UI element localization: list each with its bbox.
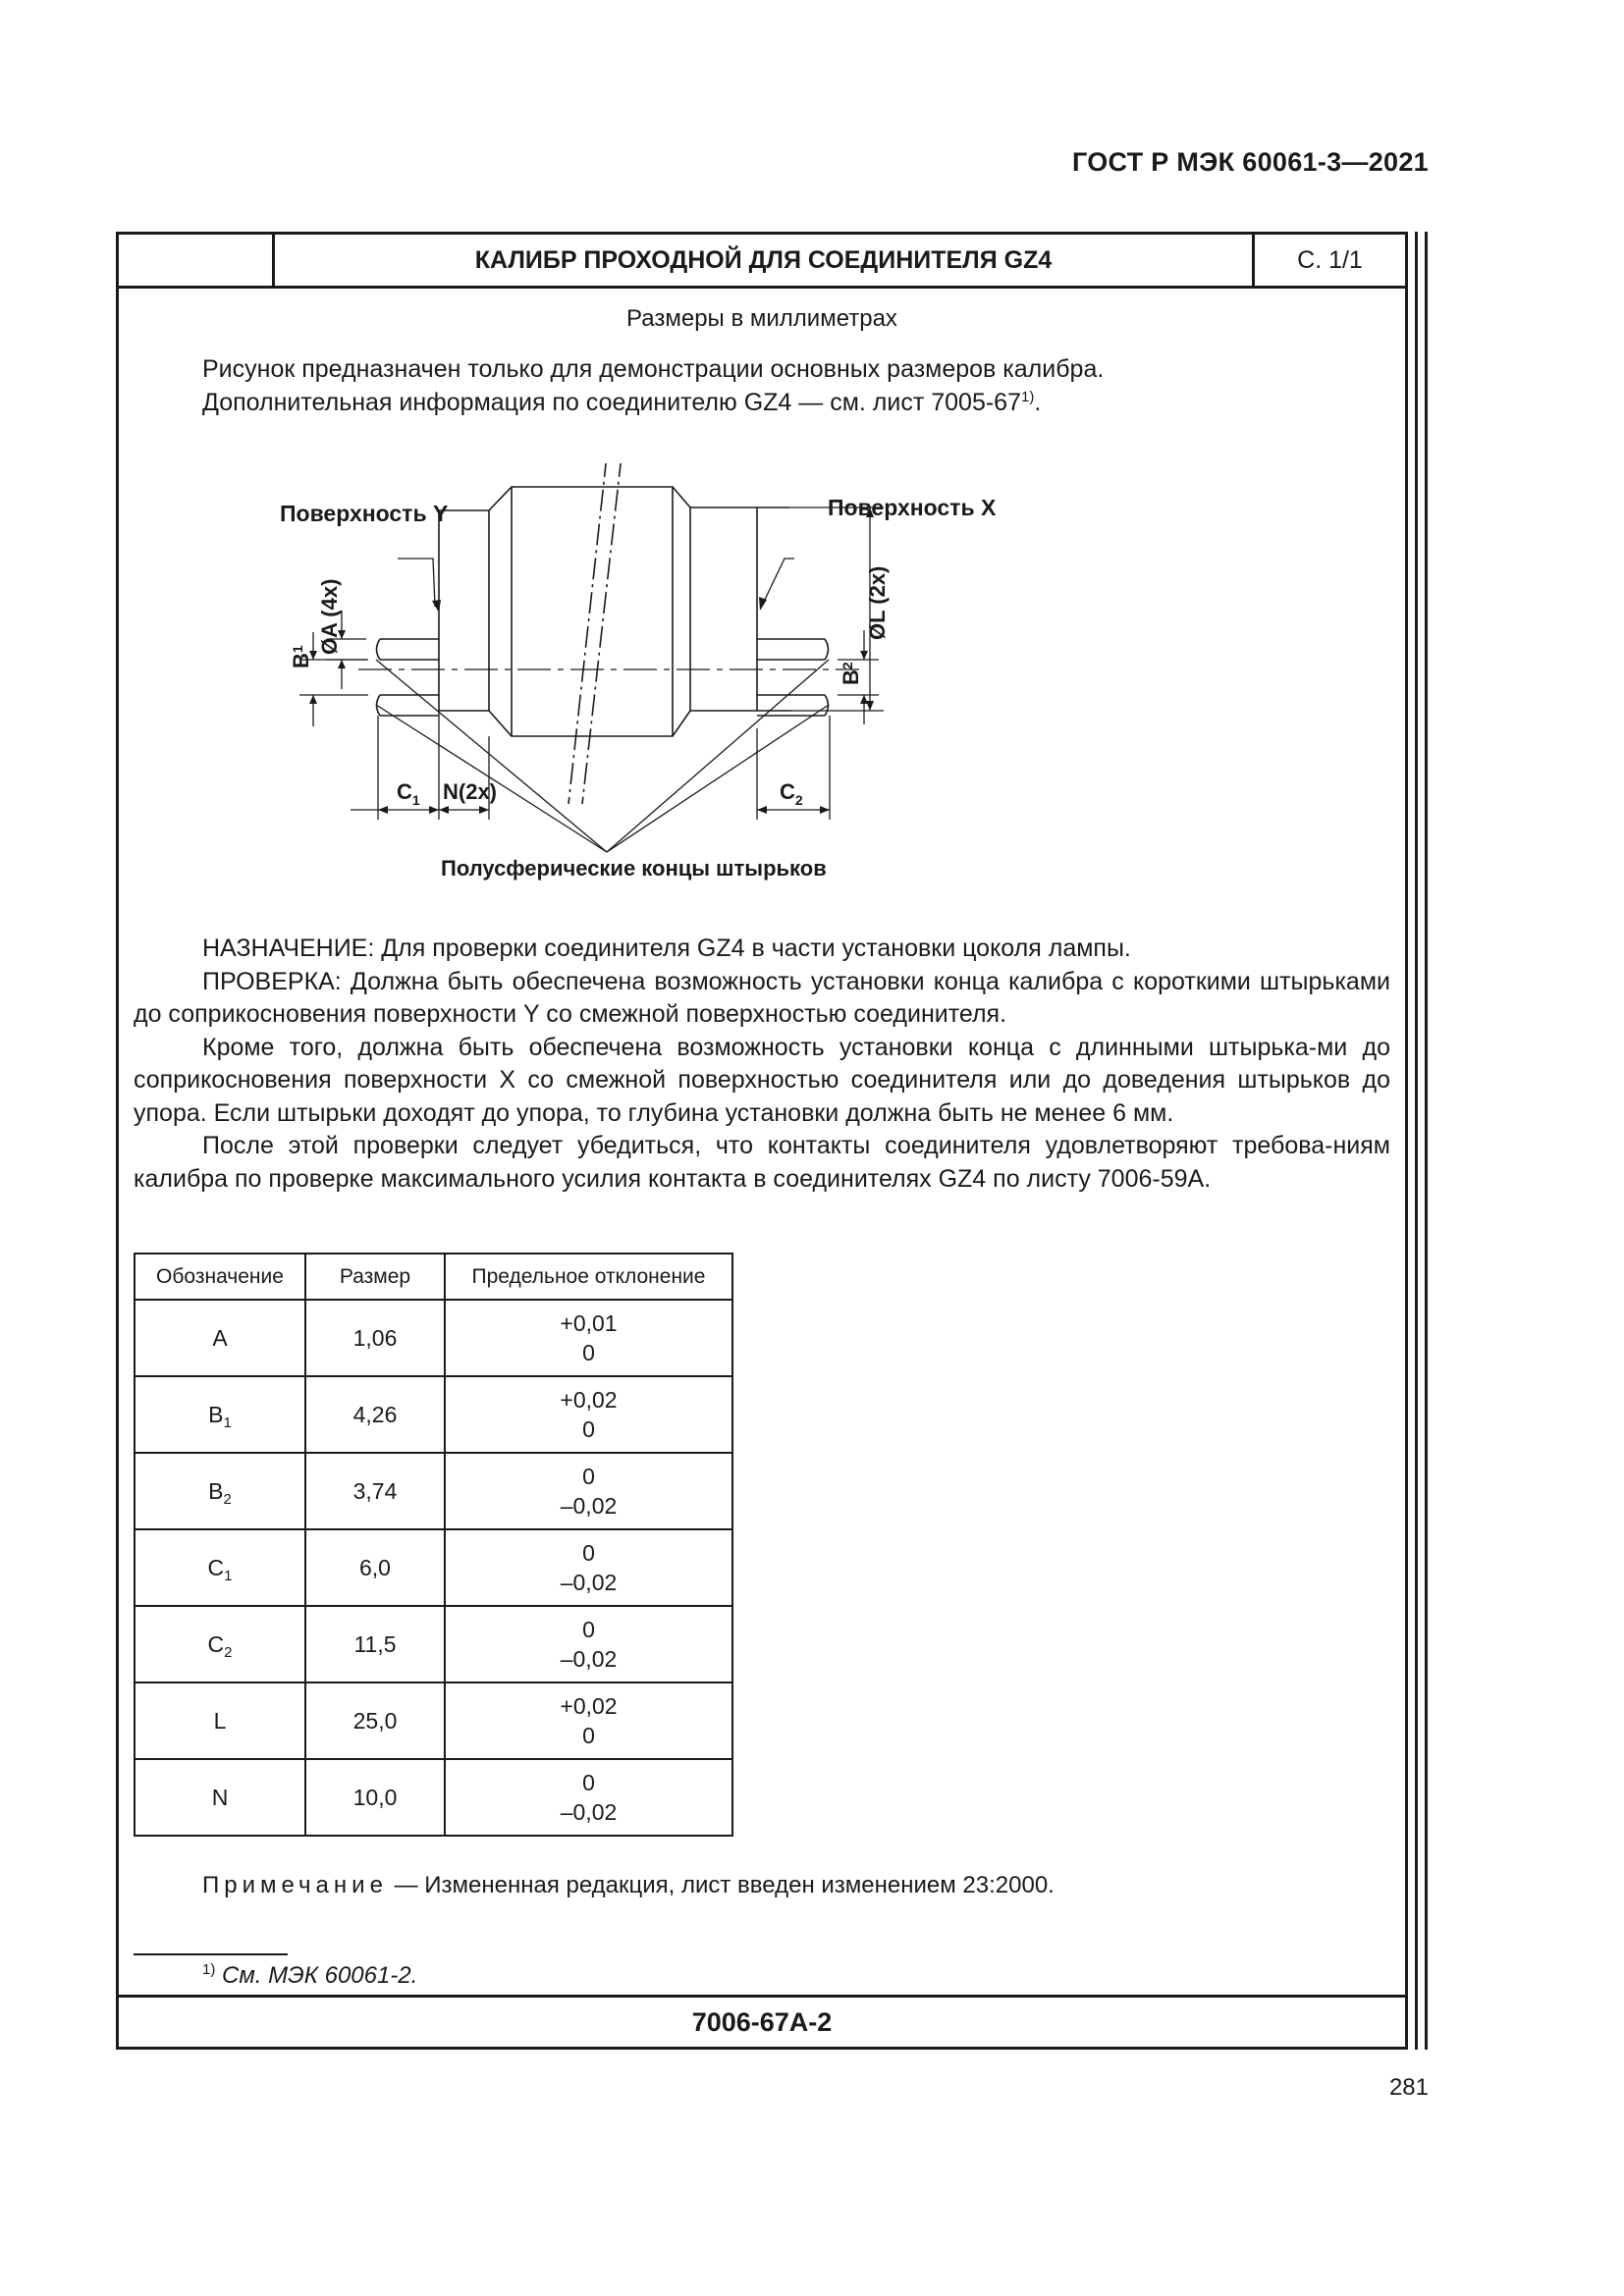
dim-b1-label: $B^1$ xyxy=(289,645,313,668)
column-header: Предельное отклонение xyxy=(445,1254,732,1300)
purpose-text xyxy=(134,933,1390,1196)
check-paragraph: ПРОВЕРКА: Должна быть обеспечена возможность установки конца калибра с короткими штырьками до соприкосновения поверхности Y со смежной поверхностью соединителя. xyxy=(134,967,1390,1028)
column-header: Размер xyxy=(305,1254,445,1300)
title-block xyxy=(119,235,1405,289)
dimensions-table xyxy=(134,1253,733,1837)
additional-check-paragraph: Кроме того, должна быть обеспечена возможность установки конца с длинными штырька-ми до соприкосновения поверхности X со смежной поверхностью соединителя или до доведения штырьков до упора. Если штырьки доходят до упора, то глубина установки должна быть не менее 6 мм. xyxy=(134,1033,1390,1127)
intro-line-2: Дополнительная информация по соединителю GZ4 — см. лист 7005-67$^{1)}$. xyxy=(202,389,1042,416)
footnote-ref: 1) xyxy=(1020,389,1035,405)
gauge-drawing xyxy=(280,463,1095,944)
sheet-id: 7006-67A-2 xyxy=(119,1995,1405,2047)
size-cell: 1,06 xyxy=(305,1300,445,1376)
sheet-title: КАЛИБР ПРОХОДНОЙ ДЛЯ СОЕДИНИТЕЛЯ GZ4 xyxy=(474,246,1053,274)
margin-rule xyxy=(1425,232,1428,2050)
intro-text xyxy=(202,352,1385,419)
table-row xyxy=(135,1529,732,1606)
size-cell: 25,0 xyxy=(305,1682,445,1759)
units-note: Размеры в миллиметрах xyxy=(626,305,897,332)
symbol-cell: L xyxy=(135,1682,305,1759)
symbol-cell: A xyxy=(135,1300,305,1376)
symbol-cell: $C_2$ xyxy=(135,1606,305,1682)
page-number: 281 xyxy=(1388,2074,1429,2101)
tolerance-cell: +0,02 0 xyxy=(445,1682,732,1759)
dim-b2-label: $B^2$ xyxy=(839,662,863,685)
sheet-counter: С. 1/1 xyxy=(1252,235,1405,286)
tolerance-cell: 0 –0,02 xyxy=(445,1529,732,1606)
dim-c2-label: $C_2$ xyxy=(780,779,803,808)
size-cell: 4,26 xyxy=(305,1376,445,1453)
surface-y-label: Поверхность Y xyxy=(280,501,449,526)
symbol-cell: $C_1$ xyxy=(135,1529,305,1606)
note xyxy=(202,1872,1055,1899)
standard-header: ГОСТ Р МЭК 60061-3—2021 xyxy=(1071,147,1429,177)
margin-rule xyxy=(1415,232,1418,2050)
dim-l-label: ØL (2x) xyxy=(865,565,890,640)
table-row xyxy=(135,1682,732,1759)
table-row xyxy=(135,1453,732,1529)
note-label: Примечание xyxy=(202,1872,388,1898)
footnote-separator xyxy=(134,1953,288,1955)
size-cell: 6,0 xyxy=(305,1529,445,1606)
tolerance-cell: 0 –0,02 xyxy=(445,1606,732,1682)
purpose-paragraph: НАЗНАЧЕНИЕ: Для проверки соединителя GZ4 в части установки цоколя лампы. xyxy=(202,934,1131,962)
table-row xyxy=(135,1759,732,1836)
dim-a-label: ØA (4x) xyxy=(317,578,342,655)
dim-n-label: N(2x) xyxy=(443,779,498,804)
table-row xyxy=(135,1606,732,1682)
size-cell: 10,0 xyxy=(305,1759,445,1836)
table-header-row xyxy=(135,1254,732,1300)
pin-tips-label: Полусферические концы штырьков xyxy=(441,856,827,881)
drawing-sheet-frame xyxy=(116,232,1408,2050)
table-row xyxy=(135,1300,732,1376)
symbol-cell: $B_1$ xyxy=(135,1376,305,1453)
note-text: — Измененная редакция, лист введен изменением 23:2000. xyxy=(387,1872,1055,1898)
title-block-empty-cell xyxy=(119,235,275,286)
after-check-paragraph: После этой проверки следует убедиться, что контакты соединителя удовлетворяют требова-ниям калибра по проверке максимального усилия контакта в соединителях GZ4 по листу 7006-59A. xyxy=(134,1132,1390,1193)
tolerance-cell: 0 –0,02 xyxy=(445,1453,732,1529)
tolerance-cell: +0,01 0 xyxy=(445,1300,732,1376)
size-cell: 3,74 xyxy=(305,1453,445,1529)
intro-line-1: Рисунок предназначен только для демонстрации основных размеров калибра. xyxy=(202,355,1105,383)
dim-c1-label: $C_1$ xyxy=(397,779,420,808)
tolerance-cell: 0 –0,02 xyxy=(445,1759,732,1836)
footnote xyxy=(202,1962,417,1990)
symbol-cell: $B_2$ xyxy=(135,1453,305,1529)
footnote-mark: 1) xyxy=(202,1961,216,1978)
surface-x-label: Поверхность X xyxy=(828,495,997,520)
footnote-text: См. МЭК 60061-2. xyxy=(215,1962,418,1989)
column-header: Обозначение xyxy=(135,1254,305,1300)
size-cell: 11,5 xyxy=(305,1606,445,1682)
symbol-cell: N xyxy=(135,1759,305,1836)
table-row xyxy=(135,1376,732,1453)
tolerance-cell: +0,02 0 xyxy=(445,1376,732,1453)
